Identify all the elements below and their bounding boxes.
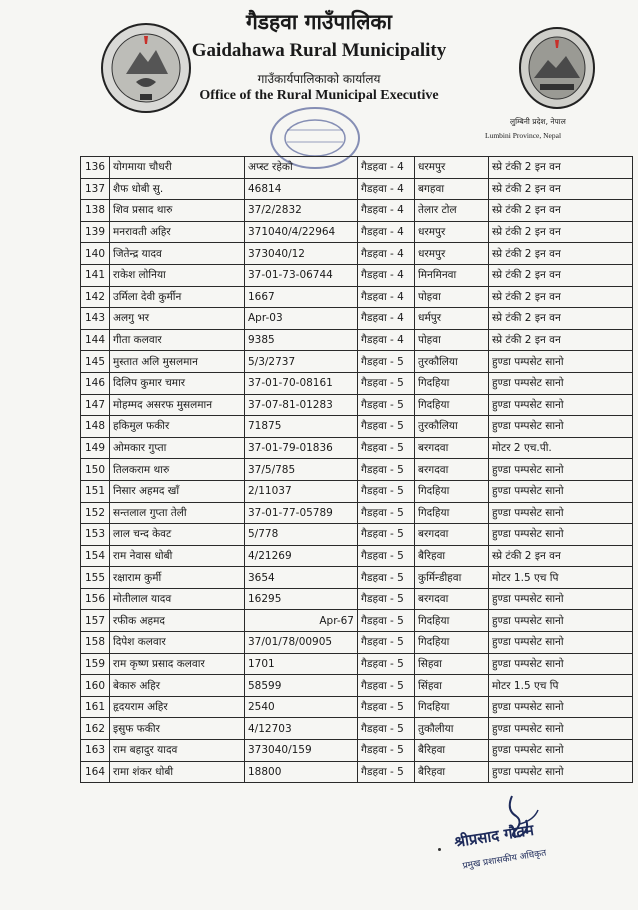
ward-cell: गैडहवा - 5: [358, 416, 415, 438]
village-cell: तुकौलीया: [415, 718, 489, 740]
serial-number-cell: 163: [81, 740, 110, 762]
beneficiary-name-cell: योगमाया चौधरी: [110, 157, 245, 179]
document-number-cell: अप्स्ट रहेको: [245, 157, 358, 179]
ward-cell: गैडहवा - 5: [358, 588, 415, 610]
beneficiary-name-cell: मुस्तात अलि मुसलमान: [110, 351, 245, 373]
serial-number-cell: 164: [81, 761, 110, 783]
equipment-cell: मोटर 1.5 एच पि: [489, 567, 633, 589]
ward-cell: गैडहवा - 4: [358, 157, 415, 179]
ward-cell: गैडहवा - 5: [358, 394, 415, 416]
serial-number-cell: 149: [81, 437, 110, 459]
equipment-cell: स्प्रे टंकी 2 इन वन: [489, 200, 633, 222]
equipment-cell: स्प्रे टंकी 2 इन वन: [489, 545, 633, 567]
village-cell: धरमपुर: [415, 243, 489, 265]
serial-number-cell: 136: [81, 157, 110, 179]
village-cell: कुर्मिन्डीहवा: [415, 567, 489, 589]
table-row: [81, 372, 633, 394]
beneficiary-name-cell: लाल चन्द केवट: [110, 524, 245, 546]
beneficiary-name-cell: सन्तलाल गुप्ता तेली: [110, 502, 245, 524]
document-number-cell: 4/12703: [245, 718, 358, 740]
document-number-cell: 373040/159: [245, 740, 358, 762]
village-cell: बैरिहवा: [415, 740, 489, 762]
ward-cell: गैडहवा - 5: [358, 632, 415, 654]
document-number-cell: 371040/4/22964: [245, 221, 358, 243]
equipment-cell: हुण्डा पम्पसेट सानो: [489, 372, 633, 394]
serial-number-cell: 162: [81, 718, 110, 740]
document-number-cell: 37-01-70-08161: [245, 372, 358, 394]
equipment-cell: स्प्रे टंकी 2 इन वन: [489, 308, 633, 330]
table-row: [81, 221, 633, 243]
serial-number-cell: 152: [81, 502, 110, 524]
village-cell: गिदहिया: [415, 372, 489, 394]
ward-cell: गैडहवा - 5: [358, 718, 415, 740]
document-number-cell: 2/11037: [245, 480, 358, 502]
equipment-cell: स्प्रे टंकी 2 इन वन: [489, 264, 633, 286]
document-number-cell: 37-01-77-05789: [245, 502, 358, 524]
municipality-seal-icon: [518, 26, 596, 110]
document-number-cell: 37/01/78/00905: [245, 632, 358, 654]
village-cell: सिहवा: [415, 653, 489, 675]
equipment-cell: हुण्डा पम्पसेट सानो: [489, 761, 633, 783]
serial-number-cell: 142: [81, 286, 110, 308]
ward-cell: गैडहवा - 5: [358, 740, 415, 762]
beneficiary-name-cell: राम बहादुर यादव: [110, 740, 245, 762]
table-row: [81, 264, 633, 286]
serial-number-cell: 159: [81, 653, 110, 675]
equipment-cell: हुण्डा पम्पसेट सानो: [489, 632, 633, 654]
village-cell: गिदहिया: [415, 480, 489, 502]
village-cell: पोहवा: [415, 329, 489, 351]
document-number-cell: 37-01-79-01836: [245, 437, 358, 459]
equipment-cell: हुण्डा पम्पसेट सानो: [489, 416, 633, 438]
table-row: [81, 243, 633, 265]
table-row: [81, 740, 633, 762]
document-number-cell: 37/5/785: [245, 459, 358, 481]
equipment-cell: स्प्रे टंकी 2 इन वन: [489, 286, 633, 308]
village-cell: गिदहिया: [415, 610, 489, 632]
equipment-cell: हुण्डा पम्पसेट सानो: [489, 502, 633, 524]
equipment-cell: हुण्डा पम्पसेट सानो: [489, 524, 633, 546]
village-cell: धरमपुर: [415, 221, 489, 243]
ward-cell: गैडहवा - 4: [358, 221, 415, 243]
equipment-cell: हुण्डा पम्पसेट सानो: [489, 653, 633, 675]
beneficiary-name-cell: अलगु भर: [110, 308, 245, 330]
beneficiary-table: [80, 156, 633, 783]
equipment-cell: हुण्डा पम्पसेट सानो: [489, 394, 633, 416]
document-number-cell: 18800: [245, 761, 358, 783]
table-row: [81, 632, 633, 654]
document-number-cell: 373040/12: [245, 243, 358, 265]
serial-number-cell: 154: [81, 545, 110, 567]
serial-number-cell: 161: [81, 696, 110, 718]
serial-number-cell: 151: [81, 480, 110, 502]
ward-cell: गैडहवा - 4: [358, 178, 415, 200]
serial-number-cell: 141: [81, 264, 110, 286]
village-cell: तुरकौलिया: [415, 416, 489, 438]
table-row: [81, 286, 633, 308]
beneficiary-name-cell: शैफ धोबी सु.: [110, 178, 245, 200]
serial-number-cell: 160: [81, 675, 110, 697]
beneficiary-name-cell: निसार अहमद खाँ: [110, 480, 245, 502]
serial-number-cell: 158: [81, 632, 110, 654]
beneficiary-name-cell: गीता कलवार: [110, 329, 245, 351]
ward-cell: गैडहवा - 4: [358, 329, 415, 351]
serial-number-cell: 139: [81, 221, 110, 243]
village-cell: गिदहिया: [415, 632, 489, 654]
ward-cell: गैडहवा - 4: [358, 308, 415, 330]
village-cell: पोहवा: [415, 286, 489, 308]
village-cell: बैरिहवा: [415, 761, 489, 783]
table-row: [81, 610, 633, 632]
ward-cell: गैडहवा - 5: [358, 372, 415, 394]
office-title-english: Office of the Rural Municipal Executive: [199, 88, 439, 103]
document-number-cell: Apr-03: [245, 308, 358, 330]
beneficiary-name-cell: दिपेश कलवार: [110, 632, 245, 654]
document-number-cell: 37/2/2832: [245, 200, 358, 222]
serial-number-cell: 148: [81, 416, 110, 438]
equipment-cell: स्प्रे टंकी 2 इन वन: [489, 243, 633, 265]
serial-number-cell: 145: [81, 351, 110, 373]
village-cell: तुरकौलिया: [415, 351, 489, 373]
table-row: [81, 178, 633, 200]
table-row: [81, 437, 633, 459]
table-row: [81, 588, 633, 610]
municipality-title-english: Gaidahawa Rural Municipality: [191, 40, 447, 61]
equipment-cell: हुण्डा पम्पसेट सानो: [489, 459, 633, 481]
table-row: [81, 200, 633, 222]
serial-number-cell: 153: [81, 524, 110, 546]
ward-cell: गैडहवा - 5: [358, 545, 415, 567]
beneficiary-name-cell: राम नेवास धोबी: [110, 545, 245, 567]
serial-number-cell: 147: [81, 394, 110, 416]
village-cell: बगहवा: [415, 178, 489, 200]
table-row: [81, 459, 633, 481]
ward-cell: गैडहवा - 5: [358, 351, 415, 373]
table-row: [81, 567, 633, 589]
table-row: [81, 718, 633, 740]
ink-dot: [438, 848, 441, 851]
beneficiary-name-cell: राम कृष्ण प्रसाद कलवार: [110, 653, 245, 675]
table-row: [81, 696, 633, 718]
village-cell: मिनमिनवा: [415, 264, 489, 286]
signatory-title: प्रमुख प्रशासकीय अधिकृत: [461, 848, 547, 872]
ward-cell: गैडहवा - 5: [358, 502, 415, 524]
document-number-cell: 4/21269: [245, 545, 358, 567]
beneficiary-name-cell: ओमकार गुप्ता: [110, 437, 245, 459]
letterhead: [0, 0, 638, 155]
table-row: [81, 653, 633, 675]
table-row: [81, 675, 633, 697]
beneficiary-name-cell: जितेन्द्र यादव: [110, 243, 245, 265]
village-cell: धर्मपुर: [415, 308, 489, 330]
document-number-cell: 58599: [245, 675, 358, 697]
beneficiary-name-cell: मोतीलाल यादव: [110, 588, 245, 610]
document-number-cell: 9385: [245, 329, 358, 351]
ward-cell: गैडहवा - 5: [358, 653, 415, 675]
village-cell: गिदहिया: [415, 502, 489, 524]
ward-cell: गैडहवा - 4: [358, 200, 415, 222]
equipment-cell: हुण्डा पम्पसेट सानो: [489, 588, 633, 610]
document-number-cell: 37-07-81-01283: [245, 394, 358, 416]
serial-number-cell: 138: [81, 200, 110, 222]
document-number-cell: 71875: [245, 416, 358, 438]
table-row: [81, 416, 633, 438]
beneficiary-name-cell: हकिमुल फकीर: [110, 416, 245, 438]
village-cell: तेलार टोल: [415, 200, 489, 222]
serial-number-cell: 155: [81, 567, 110, 589]
ward-cell: गैडहवा - 5: [358, 437, 415, 459]
document-number-cell: 46814: [245, 178, 358, 200]
serial-number-cell: 143: [81, 308, 110, 330]
beneficiary-name-cell: राकेश लोनिया: [110, 264, 245, 286]
document-number-cell: 37-01-73-06744: [245, 264, 358, 286]
office-title-nepali: गाउँकार्यपालिकाको कार्यालय: [257, 72, 381, 86]
table-row: [81, 502, 633, 524]
village-cell: बरगदवा: [415, 524, 489, 546]
serial-number-cell: 137: [81, 178, 110, 200]
equipment-cell: स्प्रे टंकी 2 इन वन: [489, 157, 633, 179]
village-cell: गिदहिया: [415, 394, 489, 416]
ward-cell: गैडहवा - 5: [358, 761, 415, 783]
document-number-cell: 1667: [245, 286, 358, 308]
document-number-cell: 5/778: [245, 524, 358, 546]
village-cell: गिदहिया: [415, 696, 489, 718]
serial-number-cell: 150: [81, 459, 110, 481]
ward-cell: गैडहवा - 5: [358, 480, 415, 502]
village-cell: बरगदवा: [415, 459, 489, 481]
ward-cell: गैडहवा - 4: [358, 264, 415, 286]
table-row: [81, 761, 633, 783]
village-cell: सिंहवा: [415, 675, 489, 697]
ward-cell: गैडहवा - 5: [358, 459, 415, 481]
equipment-cell: हुण्डा पम्पसेट सानो: [489, 351, 633, 373]
document-number-cell: 1701: [245, 653, 358, 675]
equipment-cell: हुण्डा पम्पसेट सानो: [489, 740, 633, 762]
beneficiary-name-cell: उर्मिला देवी कुर्मीन: [110, 286, 245, 308]
beneficiary-name-cell: रफीक अहमद: [110, 610, 245, 632]
table-row: [81, 308, 633, 330]
beneficiary-name-cell: रक्षाराम कुर्मी: [110, 567, 245, 589]
beneficiary-name-cell: शिव प्रसाद थारु: [110, 200, 245, 222]
beneficiary-name-cell: दिलिप कुमार चमार: [110, 372, 245, 394]
equipment-cell: स्प्रे टंकी 2 इन वन: [489, 329, 633, 351]
province-nepali: लुम्बिनी प्रदेश, नेपाल: [510, 117, 566, 126]
document-number-cell: Apr-67: [245, 610, 358, 632]
serial-number-cell: 140: [81, 243, 110, 265]
serial-number-cell: 157: [81, 610, 110, 632]
village-cell: बरगदवा: [415, 588, 489, 610]
village-cell: धरमपुर: [415, 157, 489, 179]
document-number-cell: 5/3/2737: [245, 351, 358, 373]
serial-number-cell: 146: [81, 372, 110, 394]
equipment-cell: स्प्रे टंकी 2 इन वन: [489, 178, 633, 200]
equipment-cell: हुण्डा पम्पसेट सानो: [489, 480, 633, 502]
equipment-cell: हुण्डा पम्पसेट सानो: [489, 610, 633, 632]
document-number-cell: 2540: [245, 696, 358, 718]
ward-cell: गैडहवा - 4: [358, 243, 415, 265]
document-number-cell: 16295: [245, 588, 358, 610]
beneficiary-name-cell: मनरावती अहिर: [110, 221, 245, 243]
table-row: [81, 545, 633, 567]
ward-cell: गैडहवा - 5: [358, 567, 415, 589]
table-row: [81, 394, 633, 416]
serial-number-cell: 156: [81, 588, 110, 610]
beneficiary-name-cell: इसुफ फकीर: [110, 718, 245, 740]
table-row: [81, 480, 633, 502]
municipality-title-nepali: गैडहवा गाउँपालिका: [245, 10, 392, 34]
table-row: [81, 157, 633, 179]
equipment-cell: मोटर 2 एच.पी.: [489, 437, 633, 459]
village-cell: बरगदवा: [415, 437, 489, 459]
village-cell: बैरिहवा: [415, 545, 489, 567]
ward-cell: गैडहवा - 5: [358, 696, 415, 718]
document-number-cell: 3654: [245, 567, 358, 589]
beneficiary-name-cell: बेकारु अहिर: [110, 675, 245, 697]
ward-cell: गैडहवा - 4: [358, 286, 415, 308]
table-row: [81, 524, 633, 546]
equipment-cell: मोटर 1.5 एच पि: [489, 675, 633, 697]
table-row: [81, 329, 633, 351]
serial-number-cell: 144: [81, 329, 110, 351]
equipment-cell: हुण्डा पम्पसेट सानो: [489, 718, 633, 740]
equipment-cell: हुण्डा पम्पसेट सानो: [489, 696, 633, 718]
beneficiary-name-cell: तिलकराम थारु: [110, 459, 245, 481]
ward-cell: गैडहवा - 5: [358, 524, 415, 546]
ward-cell: गैडहवा - 5: [358, 610, 415, 632]
beneficiary-name-cell: मोहम्मद असरफ मुसलमान: [110, 394, 245, 416]
table-row: [81, 351, 633, 373]
beneficiary-name-cell: रामा शंकर धोबी: [110, 761, 245, 783]
beneficiary-name-cell: हृदयराम अहिर: [110, 696, 245, 718]
equipment-cell: स्प्रे टंकी 2 इन वन: [489, 221, 633, 243]
signatory-name: श्रीप्रसाद गौतम: [453, 820, 536, 852]
ward-cell: गैडहवा - 5: [358, 675, 415, 697]
province-english: Lumbini Province, Nepal: [485, 131, 562, 140]
